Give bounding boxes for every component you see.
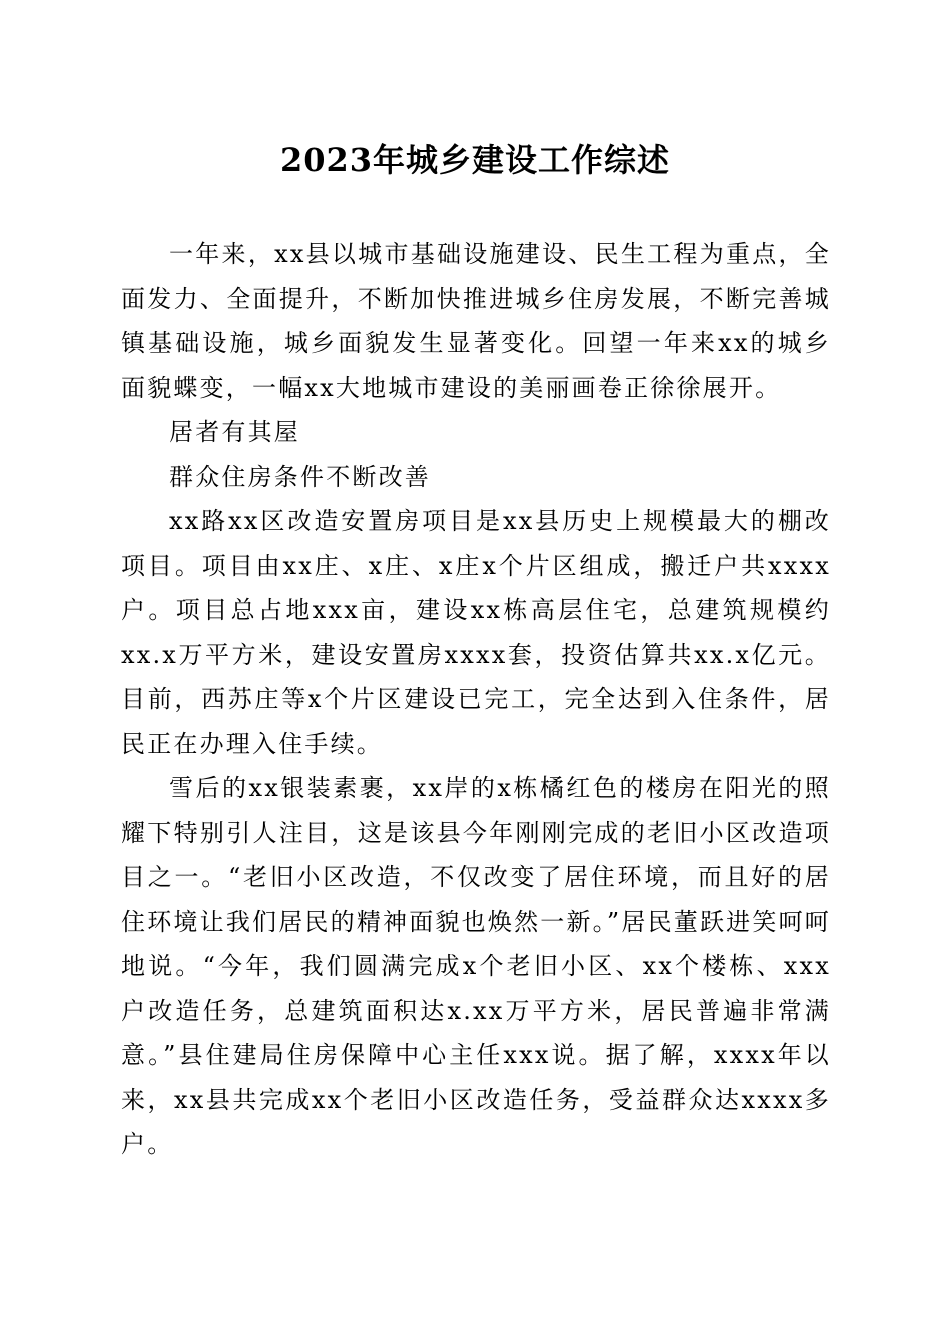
paragraph-intro: 一年来，xx县以城市基础设施建设、民生工程为重点，全面发力、全面提升，不断加快推进城乡住房发展，不断完善城镇基础设施，城乡面貌发生显著变化。回望一年来xx的城乡面貌蝶变，一幅xx大地城市建设的美丽画卷正徐徐展开。 bbox=[121, 240, 831, 402]
section-heading: 居者有其屋 bbox=[169, 418, 300, 446]
document-title: 2023年城乡建设工作综述 bbox=[279, 141, 671, 179]
paragraph-resettlement-project: xx路xx区改造安置房项目是xx县历史上规模最大的棚改项目。项目由xx庄、x庄、x庄x个片区组成，搬迁户共xxxx户。项目总占地xxx亩，建设xx栋高层住宅，总建筑规模约xx.x万平方米，建设安置房xxxx套，投资估算共xx.x亿元。目前，西苏庄等x个片区建设已完工，完全达到入住条件，居民正在办理入住手续。 bbox=[121, 507, 831, 758]
paragraph-old-community-renovation: 雪后的xx银装素裹，xx岸的x栋橘红色的楼房在阳光的照耀下特别引人注目，这是该县今年刚刚完成的老旧小区改造项目之一。“老旧小区改造，不仅改变了居住环境，而且好的居住环境让我们居民的精神面貌也焕然一新。”居民董跃进笑呵呵地说。“今年，我们圆满完成x个老旧小区、xx个楼栋、xxx户改造任务，总建筑面积达x.xx万平方米，居民普遍非常满意。”县住建局住房保障中心主任xxx说。据了解，xxxx年以来，xx县共完成xx个老旧小区改造任务，受益群众达xxxx多户。 bbox=[121, 774, 831, 1158]
document-body bbox=[121, 232, 831, 1167]
section-subheading: 群众住房条件不断改善 bbox=[169, 462, 431, 491]
